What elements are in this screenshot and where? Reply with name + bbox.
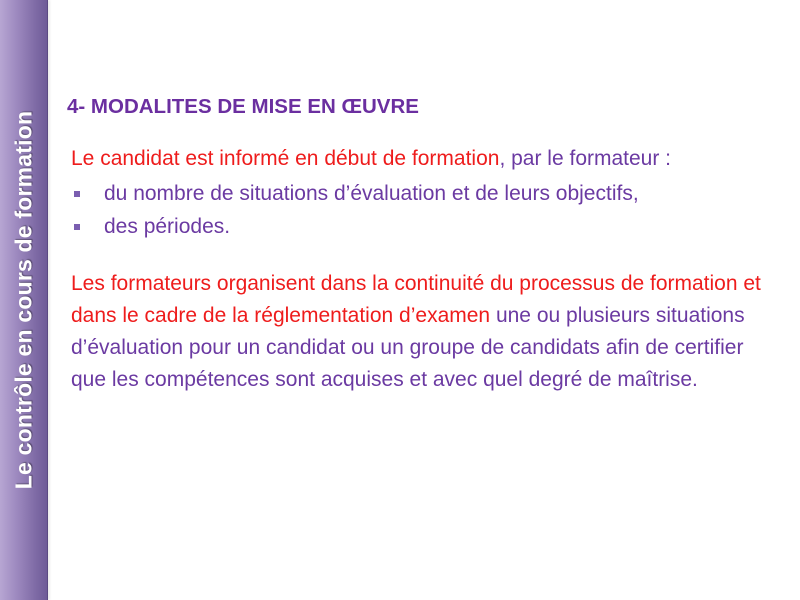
intro-purple-text: , par le formateur : xyxy=(499,147,672,170)
paragraph-red-text: Les formateurs organisent dans la continuité du processus de formation et dans le cadre de la réglementation d’examen xyxy=(71,272,761,327)
bullet-text: des périodes. xyxy=(104,215,231,238)
section-heading: 4- MODALITES DE MISE EN ŒUVRE xyxy=(67,95,419,118)
paragraph-purple-text: une ou plusieurs situations d’évaluation pour un candidat ou un groupe de candidats afin de certifier que les compétences sont acquises et avec quel degré de maîtrise. xyxy=(71,304,745,391)
list-item xyxy=(71,215,761,239)
main-paragraph xyxy=(71,268,761,396)
square-bullet-icon xyxy=(74,224,80,230)
bullet-list xyxy=(71,182,761,239)
sidebar-title: Le contrôle en cours de formation xyxy=(10,110,37,490)
bullet-text: du nombre de situations d’évaluation et de leurs objectifs, xyxy=(104,182,639,205)
intro-paragraph xyxy=(71,143,761,175)
spacer xyxy=(71,239,761,268)
sidebar xyxy=(0,0,48,600)
list-item xyxy=(71,182,761,206)
square-bullet-icon xyxy=(74,191,80,197)
slide-content xyxy=(71,143,761,396)
intro-red-text: Le candidat est informé en début de formation xyxy=(71,147,500,170)
